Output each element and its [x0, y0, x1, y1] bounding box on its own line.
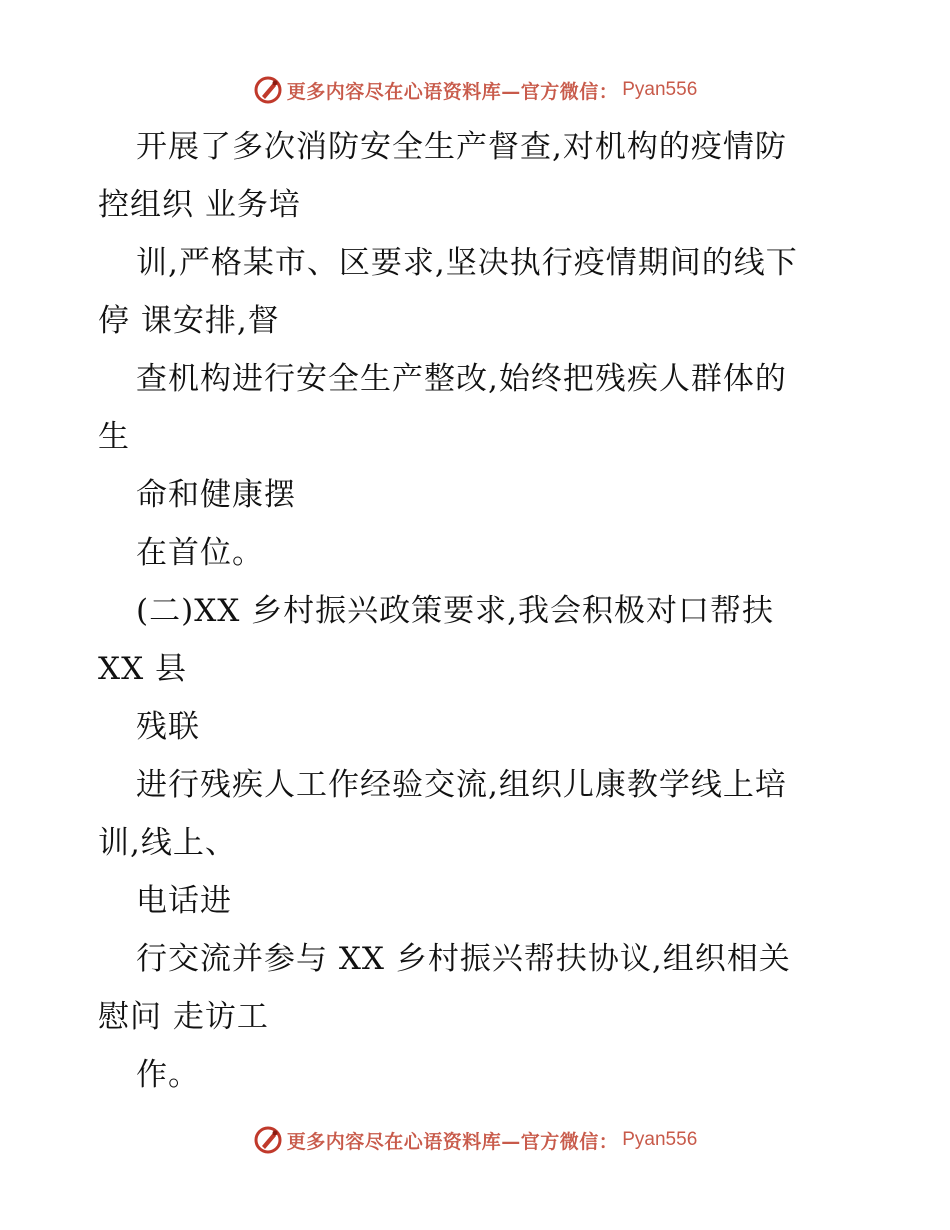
watermark-text: 更多内容尽在心语资料库—官方微信： [286, 1130, 619, 1153]
text-line: 行交流并参与 XX 乡村振兴帮扶协议,组织相关 [136, 941, 791, 977]
pen-circle-logo-icon [253, 1125, 283, 1155]
text-line: 进行残疾人工作经验交流,组织儿康教学线上培 [136, 767, 787, 803]
text-line: 作。 [136, 1057, 200, 1093]
text-line: 生 [98, 419, 130, 455]
watermark-text: 更多内容尽在心语资料库—官方微信： [286, 80, 619, 103]
text-line: 查机构进行安全生产整改,始终把残疾人群体的 [136, 361, 787, 397]
text-line: 在首位。 [136, 535, 264, 571]
text-line: 控组织 业务培 [98, 187, 301, 223]
watermark-wechat-id: Pyan556 [622, 79, 698, 100]
header-watermark [0, 72, 950, 108]
text-line: 停 课安排,督 [98, 303, 280, 339]
text-line: 命和健康摆 [136, 477, 296, 513]
pen-circle-logo-icon [253, 75, 283, 105]
watermark-wechat-id: Pyan556 [622, 1129, 698, 1150]
text-line: 训,线上、 [98, 825, 237, 861]
document-body [98, 118, 848, 1104]
text-line: 电话进 [136, 883, 232, 919]
text-line: (二)XX 乡村振兴政策要求,我会积极对口帮扶 [136, 593, 775, 629]
text-line: 慰问 走访工 [98, 999, 269, 1035]
text-line: 开展了多次消防安全生产督查,对机构的疫情防 [136, 129, 787, 165]
text-line: 训,严格某市、区要求,坚决执行疫情期间的线下 [136, 245, 798, 281]
text-line: XX 县 [98, 651, 187, 687]
footer-watermark [0, 1122, 950, 1158]
text-line: 残联 [136, 709, 200, 745]
